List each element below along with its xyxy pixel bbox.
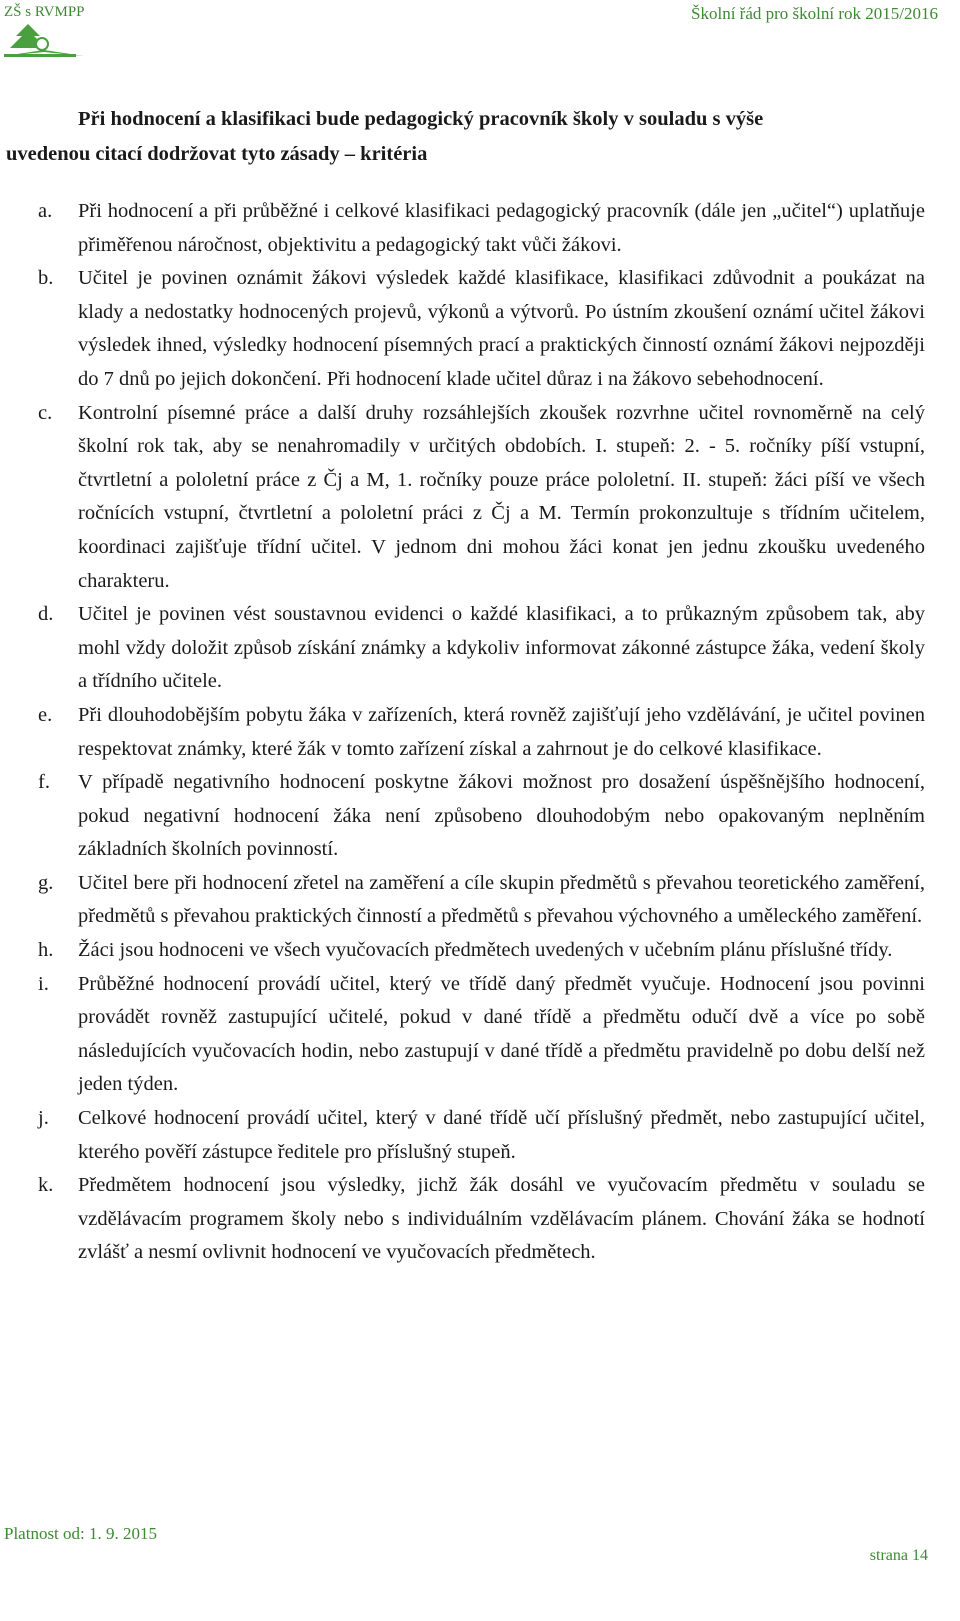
- list-marker: c.: [38, 401, 53, 424]
- document-title: Školní řád pro školní rok 2015/2016: [691, 4, 938, 23]
- list-item: [0, 262, 925, 396]
- list-marker: i.: [38, 972, 49, 995]
- section-heading: [6, 102, 926, 172]
- list-item-text: Kontrolní písemné práce a další druhy rozsáhlejších zkoušek rozvrhne učitel rovnoměrně na celý školní rok tak, aby se nenahromadily v určitých obdobích. I. stupeň: 2. - 5. ročníky píší vstupní, čtvrtletní a pololetní práce z Čj a M, 1. ročníky pouze práce pololetní. II. stupeň: žáci píší ve všech ročnících vstupní, čtvrtletní a pololetní práci z Čj a M. Termín prokonzultuje s třídním učitelem, koordinaci zajišťuje třídní učitel. V jednom dni mohou žáci konat jen jednu zkoušku uvedeného charakteru.: [78, 401, 925, 592]
- school-name: ZŠ s RVMPP: [4, 4, 85, 20]
- list-item: [0, 195, 925, 262]
- list-item: [0, 934, 925, 968]
- list-item: [0, 968, 925, 1102]
- list-marker: j.: [38, 1107, 49, 1130]
- page-number: strana 14: [869, 1547, 928, 1564]
- list-item-text: Učitel je povinen vést soustavnou evidenci o každé klasifikaci, a to průkazným způsobem tak, aby mohl vždy doložit způsob získání známky a kdykoliv informovat zákonné zástupce žáka, vedení školy a třídního učitele.: [78, 603, 925, 693]
- list-marker: g.: [38, 871, 54, 894]
- list-marker: e.: [38, 703, 53, 726]
- list-item: [0, 699, 925, 766]
- list-item-text: Při hodnocení a při průběžné i celkové klasifikaci pedagogický pracovník (dále jen „učitel“) uplatňuje přiměřenou náročnost, objektivitu a pedagogický takt vůči žákovi.: [78, 200, 925, 256]
- heading-line-2: uvedenou citací dodržovat tyto zásady – kritéria: [6, 143, 428, 165]
- page-header-left: [4, 4, 104, 60]
- criteria-list: [0, 195, 960, 1270]
- list-item-text: Předmětem hodnocení jsou výsledky, jichž žák dosáhl ve vyučovacím předmětu v souladu se vzdělávacím programem školy nebo s individuálním vzdělávacím plánem. Chování žáka se hodnotí zvlášť a nesmí ovlivnit hodnocení ve vyučovacích předmětech.: [78, 1174, 925, 1264]
- list-marker: d.: [38, 603, 54, 626]
- list-marker: k.: [38, 1174, 54, 1197]
- list-item: [0, 1102, 925, 1169]
- list-item-text: Učitel bere při hodnocení zřetel na zaměření a cíle skupin předmětů s převahou teoretického zaměření, předmětů s převahou praktických činností a předmětů s převahou výchovného a uměleckého zaměření.: [78, 871, 925, 928]
- list-item: [0, 766, 925, 867]
- list-marker: f.: [38, 771, 50, 794]
- list-item: [0, 1169, 925, 1270]
- list-marker: h.: [38, 939, 54, 962]
- list-item-text: Celkové hodnocení provádí učitel, který v dané třídě učí příslušný předmět, nebo zastupující učitel, kterého pověří zástupce ředitele pro příslušný stupeň.: [78, 1107, 925, 1163]
- validity-date: Platnost od: 1. 9. 2015: [4, 1524, 158, 1543]
- list-marker: a.: [38, 200, 53, 222]
- school-logo-icon: [4, 22, 84, 58]
- list-item-text: Učitel je povinen oznámit žákovi výsledek každé klasifikace, klasifikaci zdůvodnit a poukázat na klady a nedostatky hodnocených projevů, výkonů a výtvorů. Po ústním zkoušení oznámí učitel žákovi výsledek ihned, výsledky hodnocení písemných prací a praktických činností oznámí žákovi nejpozději do 7 dnů po jejich dokončení. Při hodnocení klade učitel důraz i na žákovo sebehodnocení.: [78, 267, 925, 390]
- list-item-text: Při dlouhodobějším pobytu žáka v zařízeních, která rovněž zajišťují jeho vzdělávání, je učitel povinen respektovat známky, které žák v tomto zařízení získal a zahrnout je do celkové klasifikace.: [78, 703, 925, 760]
- list-marker: b.: [38, 267, 54, 290]
- list-item-text: Průběžné hodnocení provádí učitel, který ve třídě daný předmět vyučuje. Hodnocení jsou povinni provádět rovněž zastupující učitelé, pokud v dané třídě a předmětu odučí dvě a více po sobě následujících vyučovacích hodin, nebo zastupují v dané třídě a předmětu pravidelně po dobu delší než jeden týden.: [78, 972, 925, 1096]
- heading-line-1: Při hodnocení a klasifikaci bude pedagogický pracovník školy v souladu s výše: [78, 108, 764, 130]
- list-item: [0, 397, 925, 599]
- list-item: [0, 598, 925, 699]
- list-item-text: Žáci jsou hodnoceni ve všech vyučovacích předmětech uvedených v učebním plánu příslušné třídy.: [78, 939, 893, 962]
- list-item: [0, 867, 925, 934]
- list-item-text: V případě negativního hodnocení poskytne žákovi možnost pro dosažení úspěšnějšího hodnocení, pokud negativní hodnocení žáka není způsobeno dlouhodobým nebo opakovaným neplněním základních školních povinností.: [78, 771, 925, 861]
